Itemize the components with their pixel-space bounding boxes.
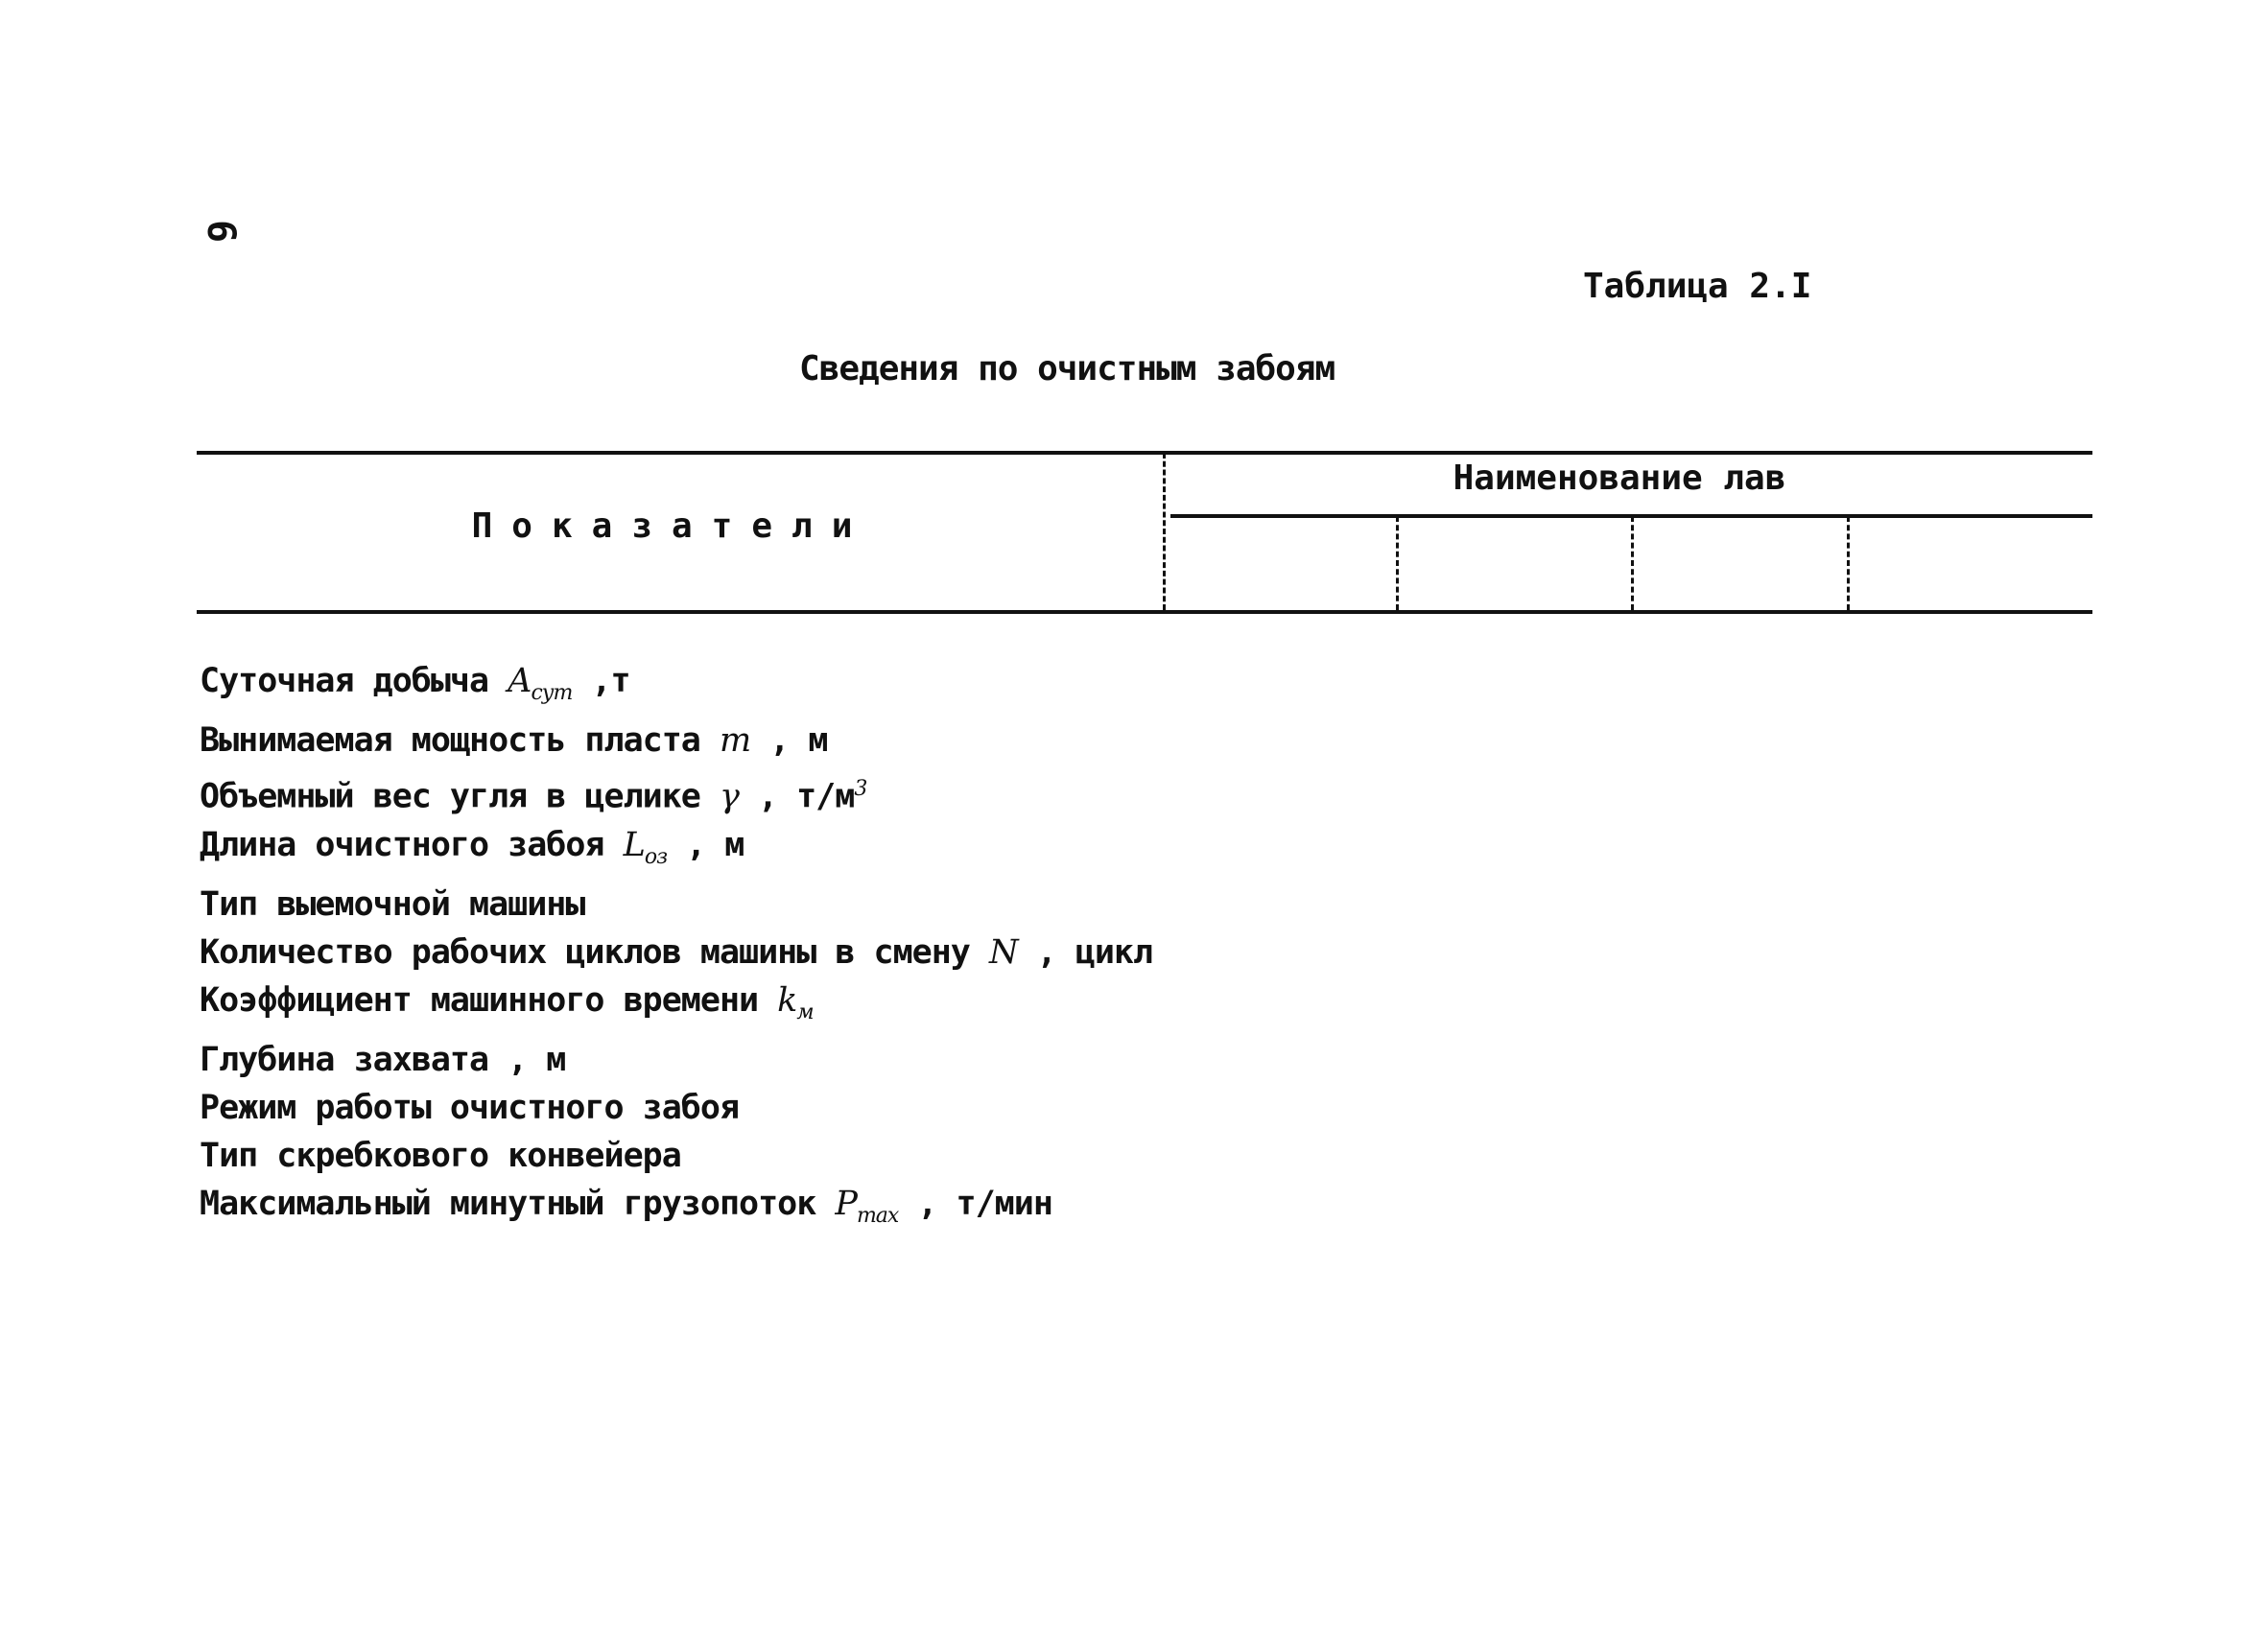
table-top-rule — [197, 451, 2092, 455]
row-seam-thickness: Вынимаемая мощность пласта m , м — [200, 721, 828, 760]
row-machine-time-coef: Коэффициент машинного времени $k_м$ — [200, 980, 814, 1024]
column-divider-1 — [1396, 516, 1399, 610]
row-cut-depth: Глубина захвата , м — [200, 1040, 566, 1079]
symbol: L — [623, 825, 645, 864]
page-number: 6 — [199, 219, 244, 244]
indicator-list — [200, 664, 1159, 1246]
symbol: A — [508, 662, 532, 700]
header-lav-names: Наименование лав — [1453, 459, 1786, 498]
symbol: P — [835, 1184, 857, 1223]
symbol: m — [719, 721, 751, 760]
row-max-flow: Максимальный минутный грузопоток $P_{max}$ , т/мин — [200, 1184, 1052, 1228]
table-header-bottom-rule — [197, 610, 2092, 614]
row-conveyor-type: Тип скребкового конвейера — [200, 1136, 681, 1175]
row-work-cycles: Количество рабочих циклов машины в смену N , цикл — [200, 932, 1153, 972]
header-indicators: Показатели — [471, 506, 872, 546]
row-daily-output: Суточная добыча $A_{сут}$ ,т — [200, 662, 630, 705]
row-face-length: Длина очистного забоя $L_{оз}$ , м — [200, 825, 744, 869]
row-face-mode: Режим работы очистного забоя — [200, 1088, 740, 1127]
symbol: N — [988, 932, 1018, 972]
column-divider-3 — [1847, 516, 1850, 610]
column-divider-2 — [1631, 516, 1634, 610]
table-label: Таблица 2.I — [1583, 267, 1812, 306]
row-machine-type: Тип выемочной машины — [200, 884, 585, 924]
symbol: γ — [719, 777, 739, 816]
symbol: k — [777, 980, 797, 1020]
row-coal-density: Объемный вес угля в целике γ , $т/м^3$ — [200, 777, 867, 816]
table-caption: Сведения по очистным забоям — [799, 349, 1335, 388]
